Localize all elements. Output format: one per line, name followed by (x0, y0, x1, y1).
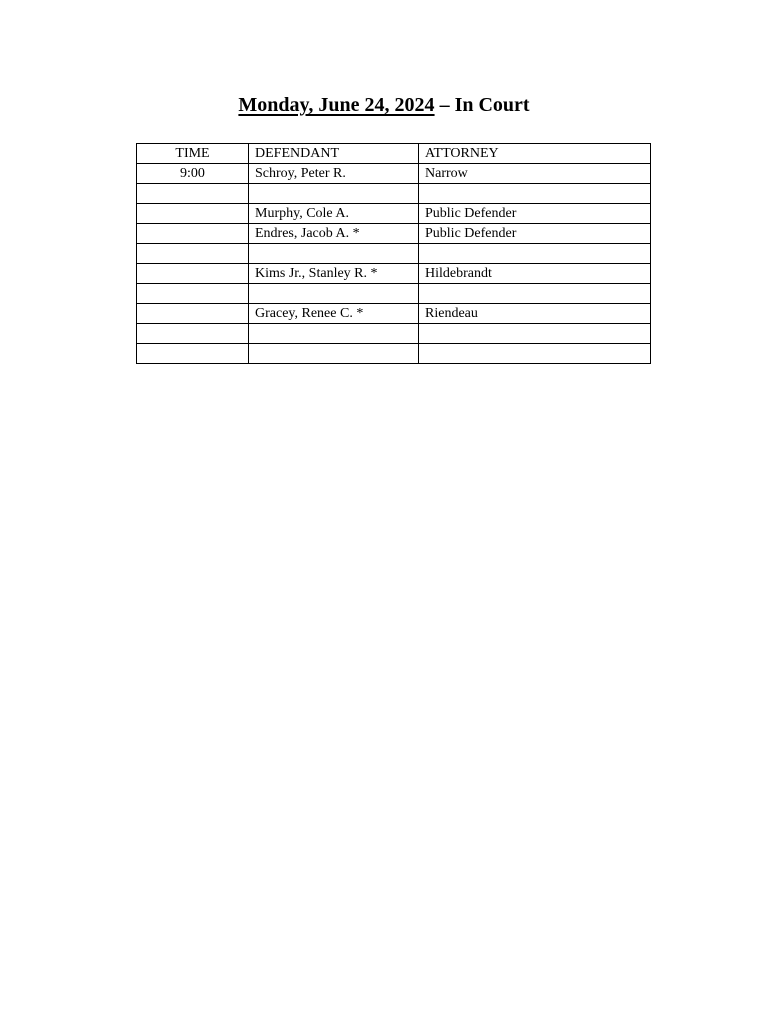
time-cell (137, 204, 249, 224)
table-row (137, 224, 651, 244)
attorney-cell (419, 344, 651, 364)
court-docket-table (136, 143, 651, 364)
table-row (137, 184, 651, 204)
table-body (137, 164, 651, 364)
attorney-cell (419, 244, 651, 264)
column-header-time: TIME (137, 144, 249, 164)
column-header-attorney: ATTORNEY (419, 144, 651, 164)
attorney-cell: Public Defender (419, 224, 651, 244)
column-header-defendant: DEFENDANT (249, 144, 419, 164)
defendant-cell: Gracey, Renee C. * (249, 304, 419, 324)
defendant-cell (249, 184, 419, 204)
attorney-cell (419, 324, 651, 344)
time-cell (137, 284, 249, 304)
time-cell (137, 304, 249, 324)
attorney-cell (419, 284, 651, 304)
time-cell (137, 264, 249, 284)
page-title (0, 92, 768, 118)
time-cell (137, 184, 249, 204)
attorney-cell: Riendeau (419, 304, 651, 324)
table-row (137, 284, 651, 304)
table-row (137, 204, 651, 224)
defendant-cell (249, 324, 419, 344)
defendant-cell: Endres, Jacob A. * (249, 224, 419, 244)
defendant-cell: Murphy, Cole A. (249, 204, 419, 224)
attorney-cell: Public Defender (419, 204, 651, 224)
defendant-cell (249, 244, 419, 264)
attorney-cell: Hildebrandt (419, 264, 651, 284)
table-row (137, 324, 651, 344)
table-row (137, 304, 651, 324)
defendant-cell: Kims Jr., Stanley R. * (249, 264, 419, 284)
time-cell (137, 244, 249, 264)
time-cell (137, 224, 249, 244)
title-date: Monday, June 24, 2024 (238, 94, 435, 116)
table-header-row (137, 144, 651, 164)
defendant-cell (249, 344, 419, 364)
table-row (137, 244, 651, 264)
defendant-cell: Schroy, Peter R. (249, 164, 419, 184)
table-row (137, 264, 651, 284)
attorney-cell (419, 184, 651, 204)
title-suffix: – In Court (434, 94, 530, 116)
table-row (137, 344, 651, 364)
defendant-cell (249, 284, 419, 304)
attorney-cell: Narrow (419, 164, 651, 184)
time-cell (137, 344, 249, 364)
time-cell (137, 324, 249, 344)
table-row (137, 164, 651, 184)
time-cell: 9:00 (137, 164, 249, 184)
